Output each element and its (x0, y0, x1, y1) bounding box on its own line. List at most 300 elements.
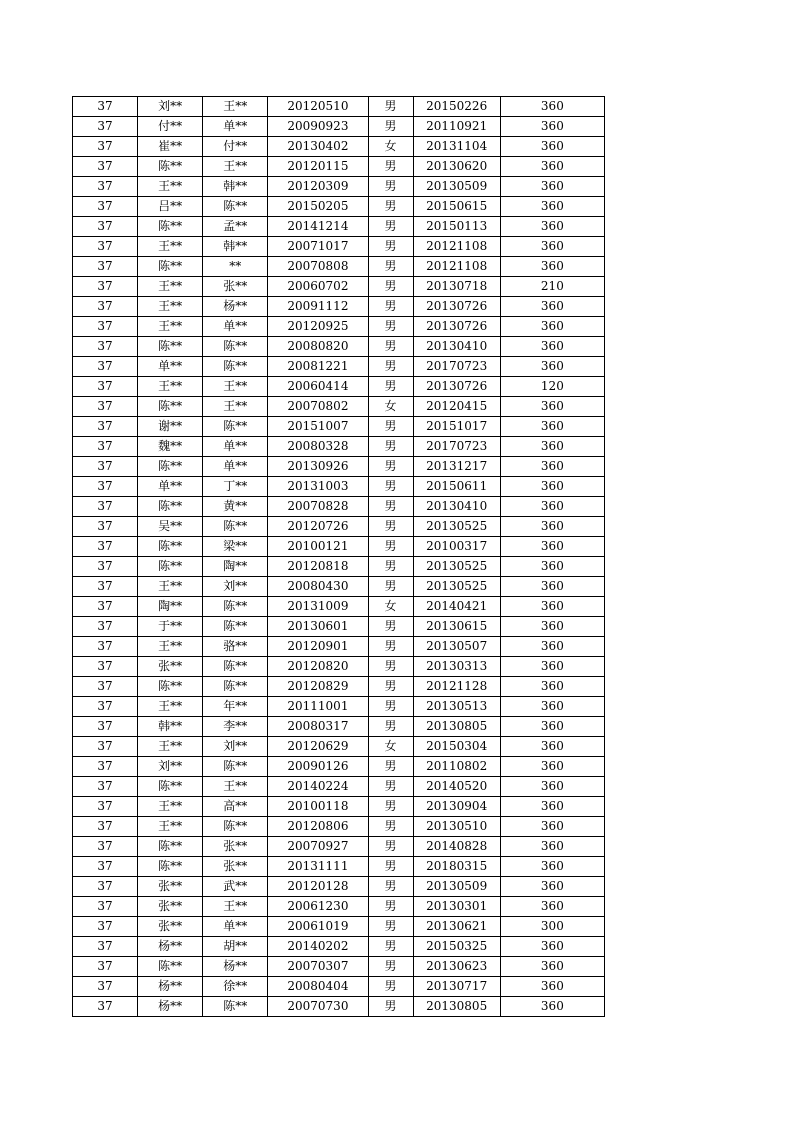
cell-name-a: 张** (138, 657, 203, 677)
table-row (73, 397, 605, 417)
cell-date-start: 20120510 (268, 97, 368, 117)
cell-date-start: 20070802 (268, 397, 368, 417)
cell-gender: 男 (368, 817, 413, 837)
cell-name-a: 陈** (138, 337, 203, 357)
table-row (73, 437, 605, 457)
cell-gender: 男 (368, 437, 413, 457)
cell-name-a: 王** (138, 697, 203, 717)
cell-amount: 360 (500, 877, 604, 897)
cell-amount: 360 (500, 237, 604, 257)
cell-date-start: 20120115 (268, 157, 368, 177)
cell-date-start: 20070828 (268, 497, 368, 517)
cell-name-a: 陈** (138, 257, 203, 277)
table-row (73, 117, 605, 137)
cell-date-end: 20130510 (413, 817, 500, 837)
cell-name-b: 陈** (203, 597, 268, 617)
cell-gender: 男 (368, 717, 413, 737)
cell-name-b: 韩** (203, 177, 268, 197)
cell-date-end: 20130525 (413, 517, 500, 537)
cell-name-b: 胡** (203, 937, 268, 957)
cell-name-b: 梁** (203, 537, 268, 557)
cell-date-end: 20170723 (413, 437, 500, 457)
table-row (73, 597, 605, 617)
cell-date-start: 20080430 (268, 577, 368, 597)
cell-name-a: 杨** (138, 937, 203, 957)
cell-gender: 女 (368, 137, 413, 157)
cell-name-a: 陈** (138, 217, 203, 237)
cell-amount: 360 (500, 897, 604, 917)
cell-name-b: 张** (203, 837, 268, 857)
cell-date-start: 20090923 (268, 117, 368, 137)
cell-date-start: 20141214 (268, 217, 368, 237)
cell-date-start: 20080328 (268, 437, 368, 457)
cell-date-end: 20130904 (413, 797, 500, 817)
cell-gender: 女 (368, 597, 413, 617)
cell-date-end: 20130805 (413, 717, 500, 737)
table-row (73, 197, 605, 217)
cell-amount: 360 (500, 357, 604, 377)
cell-date-end: 20130726 (413, 377, 500, 397)
cell-name-a: 谢** (138, 417, 203, 437)
cell-amount: 360 (500, 337, 604, 357)
cell-gender: 男 (368, 957, 413, 977)
cell-region-code: 37 (73, 357, 138, 377)
cell-name-a: 王** (138, 637, 203, 657)
cell-date-start: 20150205 (268, 197, 368, 217)
table-row (73, 637, 605, 657)
cell-region-code: 37 (73, 657, 138, 677)
cell-name-b: 骆** (203, 637, 268, 657)
table-row (73, 977, 605, 997)
cell-date-end: 20100317 (413, 537, 500, 557)
cell-date-end: 20130509 (413, 177, 500, 197)
table-row (73, 317, 605, 337)
cell-region-code: 37 (73, 97, 138, 117)
cell-region-code: 37 (73, 737, 138, 757)
cell-name-a: 单** (138, 477, 203, 497)
cell-name-b: 单** (203, 117, 268, 137)
cell-name-b: 单** (203, 437, 268, 457)
cell-region-code: 37 (73, 557, 138, 577)
cell-gender: 男 (368, 257, 413, 277)
cell-name-b: 王** (203, 897, 268, 917)
cell-name-a: 张** (138, 917, 203, 937)
cell-gender: 男 (368, 677, 413, 697)
cell-date-start: 20071017 (268, 237, 368, 257)
cell-gender: 女 (368, 737, 413, 757)
cell-amount: 360 (500, 737, 604, 757)
cell-gender: 男 (368, 237, 413, 257)
cell-gender: 男 (368, 657, 413, 677)
cell-amount: 360 (500, 297, 604, 317)
cell-date-end: 20130718 (413, 277, 500, 297)
cell-date-start: 20070307 (268, 957, 368, 977)
cell-region-code: 37 (73, 777, 138, 797)
cell-region-code: 37 (73, 877, 138, 897)
cell-date-end: 20130805 (413, 997, 500, 1017)
cell-region-code: 37 (73, 957, 138, 977)
table-row (73, 897, 605, 917)
table-row (73, 857, 605, 877)
cell-name-b: 陈** (203, 357, 268, 377)
cell-amount: 360 (500, 797, 604, 817)
cell-region-code: 37 (73, 317, 138, 337)
cell-gender: 男 (368, 837, 413, 857)
cell-region-code: 37 (73, 717, 138, 737)
cell-gender: 男 (368, 477, 413, 497)
cell-date-end: 20180315 (413, 857, 500, 877)
cell-amount: 360 (500, 697, 604, 717)
cell-name-a: 吴** (138, 517, 203, 537)
cell-gender: 男 (368, 377, 413, 397)
cell-name-b: 陈** (203, 617, 268, 637)
cell-date-end: 20121108 (413, 257, 500, 277)
cell-date-start: 20100121 (268, 537, 368, 557)
cell-region-code: 37 (73, 597, 138, 617)
table-row (73, 497, 605, 517)
cell-gender: 男 (368, 217, 413, 237)
table-row (73, 217, 605, 237)
cell-gender: 男 (368, 617, 413, 637)
cell-gender: 男 (368, 357, 413, 377)
cell-name-a: 王** (138, 277, 203, 297)
cell-date-end: 20140828 (413, 837, 500, 857)
cell-name-b: 高** (203, 797, 268, 817)
cell-name-b: 张** (203, 277, 268, 297)
cell-date-start: 20120829 (268, 677, 368, 697)
table-row (73, 277, 605, 297)
table-row (73, 717, 605, 737)
cell-date-start: 20070730 (268, 997, 368, 1017)
table-row (73, 917, 605, 937)
table-row (73, 157, 605, 177)
cell-date-end: 20130410 (413, 337, 500, 357)
cell-date-end: 20140520 (413, 777, 500, 797)
cell-gender: 男 (368, 557, 413, 577)
cell-gender: 男 (368, 897, 413, 917)
cell-amount: 360 (500, 177, 604, 197)
cell-gender: 男 (368, 637, 413, 657)
cell-name-b: 付** (203, 137, 268, 157)
cell-name-a: 陈** (138, 457, 203, 477)
cell-region-code: 37 (73, 397, 138, 417)
cell-amount: 300 (500, 917, 604, 937)
cell-amount: 360 (500, 537, 604, 557)
cell-date-end: 20130623 (413, 957, 500, 977)
cell-gender: 男 (368, 197, 413, 217)
cell-region-code: 37 (73, 377, 138, 397)
cell-region-code: 37 (73, 537, 138, 557)
cell-amount: 360 (500, 777, 604, 797)
cell-region-code: 37 (73, 917, 138, 937)
cell-date-end: 20151017 (413, 417, 500, 437)
cell-date-start: 20140202 (268, 937, 368, 957)
cell-date-end: 20130615 (413, 617, 500, 637)
cell-date-end: 20130525 (413, 577, 500, 597)
cell-date-start: 20120818 (268, 557, 368, 577)
cell-date-start: 20130601 (268, 617, 368, 637)
cell-date-end: 20121108 (413, 237, 500, 257)
cell-gender: 男 (368, 797, 413, 817)
cell-name-a: 张** (138, 877, 203, 897)
cell-region-code: 37 (73, 677, 138, 697)
cell-name-a: 陈** (138, 537, 203, 557)
cell-date-start: 20120806 (268, 817, 368, 837)
cell-date-start: 20111001 (268, 697, 368, 717)
cell-amount: 360 (500, 457, 604, 477)
cell-date-end: 20130621 (413, 917, 500, 937)
cell-amount: 360 (500, 197, 604, 217)
cell-amount: 360 (500, 557, 604, 577)
cell-region-code: 37 (73, 117, 138, 137)
table-row (73, 577, 605, 597)
cell-name-a: 陈** (138, 957, 203, 977)
cell-date-start: 20131009 (268, 597, 368, 617)
cell-gender: 男 (368, 777, 413, 797)
cell-gender: 男 (368, 297, 413, 317)
cell-name-b: 陈** (203, 417, 268, 437)
cell-gender: 男 (368, 497, 413, 517)
cell-date-start: 20151007 (268, 417, 368, 437)
table-row (73, 657, 605, 677)
table-row (73, 237, 605, 257)
cell-name-b: 武** (203, 877, 268, 897)
cell-name-a: 王** (138, 577, 203, 597)
cell-region-code: 37 (73, 977, 138, 997)
cell-region-code: 37 (73, 137, 138, 157)
cell-name-b: 丁** (203, 477, 268, 497)
cell-gender: 男 (368, 697, 413, 717)
cell-date-end: 20150325 (413, 937, 500, 957)
cell-name-a: 王** (138, 237, 203, 257)
cell-date-end: 20130410 (413, 497, 500, 517)
cell-date-end: 20130620 (413, 157, 500, 177)
cell-date-end: 20130509 (413, 877, 500, 897)
cell-amount: 360 (500, 957, 604, 977)
cell-date-end: 20130726 (413, 297, 500, 317)
cell-name-a: 崔** (138, 137, 203, 157)
cell-date-start: 20140224 (268, 777, 368, 797)
cell-amount: 360 (500, 477, 604, 497)
cell-region-code: 37 (73, 577, 138, 597)
cell-region-code: 37 (73, 857, 138, 877)
cell-name-a: 王** (138, 737, 203, 757)
table-row (73, 517, 605, 537)
cell-amount: 360 (500, 677, 604, 697)
table-row (73, 477, 605, 497)
cell-gender: 男 (368, 917, 413, 937)
cell-name-a: 陈** (138, 497, 203, 517)
cell-name-b: 刘** (203, 737, 268, 757)
cell-amount: 360 (500, 617, 604, 637)
cell-date-start: 20070808 (268, 257, 368, 277)
cell-gender: 男 (368, 157, 413, 177)
table-row (73, 377, 605, 397)
cell-name-a: 陈** (138, 157, 203, 177)
cell-date-start: 20120629 (268, 737, 368, 757)
table-row (73, 177, 605, 197)
cell-region-code: 37 (73, 297, 138, 317)
cell-gender: 男 (368, 937, 413, 957)
cell-gender: 男 (368, 277, 413, 297)
table-row (73, 337, 605, 357)
cell-name-a: 王** (138, 377, 203, 397)
cell-gender: 男 (368, 177, 413, 197)
cell-amount: 360 (500, 637, 604, 657)
cell-date-end: 20170723 (413, 357, 500, 377)
cell-name-b: 陈** (203, 197, 268, 217)
cell-date-end: 20140421 (413, 597, 500, 617)
table-row (73, 997, 605, 1017)
cell-region-code: 37 (73, 997, 138, 1017)
cell-gender: 男 (368, 537, 413, 557)
table-row (73, 937, 605, 957)
cell-amount: 360 (500, 97, 604, 117)
cell-gender: 男 (368, 857, 413, 877)
cell-region-code: 37 (73, 177, 138, 197)
table-row (73, 777, 605, 797)
cell-gender: 男 (368, 117, 413, 137)
cell-gender: 男 (368, 97, 413, 117)
cell-name-a: 魏** (138, 437, 203, 457)
cell-name-b: 黄** (203, 497, 268, 517)
cell-date-end: 20130513 (413, 697, 500, 717)
cell-date-start: 20091112 (268, 297, 368, 317)
cell-name-a: 王** (138, 797, 203, 817)
table-row (73, 817, 605, 837)
cell-region-code: 37 (73, 257, 138, 277)
cell-gender: 男 (368, 317, 413, 337)
cell-amount: 210 (500, 277, 604, 297)
cell-date-start: 20070927 (268, 837, 368, 857)
cell-name-a: 陶** (138, 597, 203, 617)
cell-name-b: 单** (203, 317, 268, 337)
cell-name-a: 王** (138, 297, 203, 317)
cell-gender: 男 (368, 517, 413, 537)
cell-region-code: 37 (73, 437, 138, 457)
cell-gender: 男 (368, 417, 413, 437)
cell-date-end: 20130525 (413, 557, 500, 577)
cell-gender: 男 (368, 577, 413, 597)
cell-date-end: 20130313 (413, 657, 500, 677)
cell-name-b: 陶** (203, 557, 268, 577)
cell-name-b: 陈** (203, 817, 268, 837)
cell-amount: 360 (500, 397, 604, 417)
cell-date-start: 20080404 (268, 977, 368, 997)
cell-date-start: 20120925 (268, 317, 368, 337)
table-row (73, 737, 605, 757)
cell-date-end: 20110802 (413, 757, 500, 777)
cell-amount: 360 (500, 657, 604, 677)
table-row (73, 417, 605, 437)
table-row (73, 757, 605, 777)
cell-name-b: 单** (203, 917, 268, 937)
cell-date-start: 20061230 (268, 897, 368, 917)
cell-name-a: 陈** (138, 397, 203, 417)
cell-date-start: 20081221 (268, 357, 368, 377)
cell-amount: 120 (500, 377, 604, 397)
cell-region-code: 37 (73, 477, 138, 497)
table-row (73, 797, 605, 817)
table-row (73, 537, 605, 557)
cell-region-code: 37 (73, 497, 138, 517)
cell-date-start: 20131003 (268, 477, 368, 497)
cell-name-b: 王** (203, 777, 268, 797)
cell-gender: 女 (368, 397, 413, 417)
cell-region-code: 37 (73, 617, 138, 637)
cell-name-a: 杨** (138, 997, 203, 1017)
cell-date-start: 20131111 (268, 857, 368, 877)
cell-name-a: 韩** (138, 717, 203, 737)
cell-date-start: 20080820 (268, 337, 368, 357)
cell-date-end: 20130726 (413, 317, 500, 337)
cell-amount: 360 (500, 977, 604, 997)
cell-amount: 360 (500, 837, 604, 857)
cell-date-end: 20130301 (413, 897, 500, 917)
cell-name-a: 付** (138, 117, 203, 137)
table-row (73, 957, 605, 977)
table-row (73, 617, 605, 637)
cell-date-start: 20060414 (268, 377, 368, 397)
cell-region-code: 37 (73, 797, 138, 817)
table-row (73, 877, 605, 897)
table-row (73, 837, 605, 857)
cell-date-start: 20080317 (268, 717, 368, 737)
cell-date-start: 20130402 (268, 137, 368, 157)
cell-amount: 360 (500, 497, 604, 517)
cell-region-code: 37 (73, 757, 138, 777)
cell-name-a: 陈** (138, 557, 203, 577)
cell-name-b: 李** (203, 717, 268, 737)
cell-date-end: 20110921 (413, 117, 500, 137)
cell-amount: 360 (500, 317, 604, 337)
cell-amount: 360 (500, 437, 604, 457)
table-row (73, 677, 605, 697)
cell-name-a: 陈** (138, 777, 203, 797)
cell-date-start: 20120309 (268, 177, 368, 197)
cell-date-end: 20131104 (413, 137, 500, 157)
cell-name-b: ** (203, 257, 268, 277)
cell-date-end: 20131217 (413, 457, 500, 477)
cell-region-code: 37 (73, 837, 138, 857)
cell-amount: 360 (500, 597, 604, 617)
cell-date-start: 20120128 (268, 877, 368, 897)
cell-name-a: 王** (138, 177, 203, 197)
table-row (73, 457, 605, 477)
cell-name-b: 陈** (203, 337, 268, 357)
cell-name-b: 刘** (203, 577, 268, 597)
cell-name-b: 徐** (203, 977, 268, 997)
cell-gender: 男 (368, 977, 413, 997)
cell-name-a: 吕** (138, 197, 203, 217)
cell-region-code: 37 (73, 897, 138, 917)
cell-date-end: 20150113 (413, 217, 500, 237)
cell-name-b: 陈** (203, 517, 268, 537)
cell-name-b: 王** (203, 397, 268, 417)
cell-amount: 360 (500, 157, 604, 177)
cell-name-a: 于** (138, 617, 203, 637)
cell-amount: 360 (500, 937, 604, 957)
cell-date-start: 20060702 (268, 277, 368, 297)
cell-date-end: 20130507 (413, 637, 500, 657)
cell-amount: 360 (500, 717, 604, 737)
cell-date-start: 20120726 (268, 517, 368, 537)
cell-amount: 360 (500, 817, 604, 837)
cell-name-a: 刘** (138, 97, 203, 117)
cell-name-b: 杨** (203, 297, 268, 317)
cell-name-a: 陈** (138, 837, 203, 857)
cell-gender: 男 (368, 757, 413, 777)
